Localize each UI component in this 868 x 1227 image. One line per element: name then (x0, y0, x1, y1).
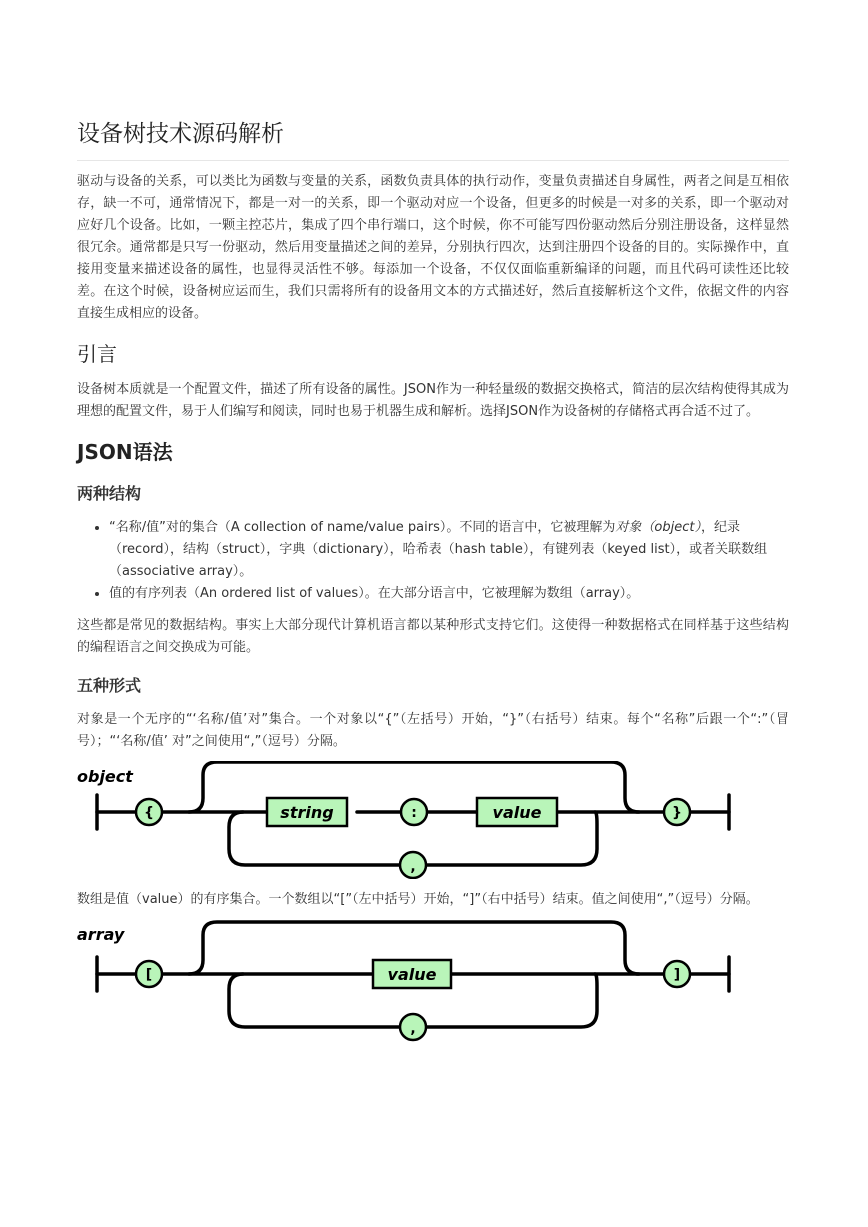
subheading-two-structures: 两种结构 (77, 484, 142, 503)
svg-text::: : (411, 805, 417, 821)
emphasis-object: 对象（object） (615, 520, 701, 535)
object-comma-node (400, 852, 426, 878)
svg-text:,: , (410, 1021, 416, 1037)
svg-text:]: ] (673, 967, 681, 983)
intro-paragraph: 驱动与设备的关系，可以类比为函数与变量的关系，函数负责具体的执行动作，变量负责描述自身属性，两者之间是互相依存，缺一不可，通常情况下，都是一对一的关系，即一个驱动对应一个设备，但更多的时候是一对多的关系，即一个驱动对应好几个设备。比如，一颗主控芯片，集成了四个串行端口，这个时候，你不可能写四份驱动然后分别注册设备，这样显然很冗余。通常都是只写一份驱动，然后用变量描述之间的差异，分别执行四次，达到注册四个设备的目的。实际操作中，直接用变量来描述设备的属性，也显得灵活性不够。每添加一个设备，不仅仅面临重新编译的问题，而且代码可读性还比较差。在这个时候，设备树应运而生，我们只需将所有的设备用文本的方式描述好，然后直接解析这个文件，依据文件的内容直接生成相应的设备。 (77, 174, 789, 321)
intro-section-paragraph: 设备树本质就是一个配置文件，描述了所有设备的属性。JSON作为一种轻量级的数据交换格式，简洁的层次结构使得其成为理想的配置文件，易于人们编写和阅读，同时也易于机器生成和解析。选择JSON作为设备树的存储格式再合适不过了。 (77, 382, 789, 419)
page-title: 设备树技术源码解析 (77, 116, 789, 161)
list-item: • 值的有序列表（An ordered list of values）。在大部分语言中，它被理解为数组（array）。 (109, 583, 789, 605)
object-paragraph: 对象是一个无序的“‘名称/值’对”集合。一个对象以“{”（左括号）开始，“}”（右括号）结束。每个“名称”后跟一个“:”（冒号）；“‘名称/值’ 对”之间使用“,”（逗号）分隔。 (77, 712, 789, 749)
array-close-bracket-node (664, 961, 690, 987)
object-railroad-diagram (77, 761, 789, 879)
object-value-node (477, 798, 557, 826)
array-diagram-label: array (77, 925, 125, 944)
array-open-bracket-node (136, 961, 162, 987)
array-railroad-diagram (77, 919, 789, 1043)
structures-list (77, 517, 789, 605)
svg-text:{: { (144, 805, 154, 821)
svg-text:}: } (672, 805, 682, 821)
array-value-node (373, 960, 451, 988)
svg-text:value: value (492, 803, 542, 822)
section-heading-json: JSON语法 (77, 440, 173, 464)
object-open-brace-node (136, 799, 162, 825)
svg-text:,: , (410, 859, 416, 875)
subheading-five-forms: 五种形式 (77, 676, 142, 695)
array-paragraph: 数组是值（value）的有序集合。一个数组以“[”（左中括号）开始，“]”（右中括号）结束。值之间使用“,”（逗号）分隔。 (77, 892, 759, 907)
svg-text:string: string (280, 803, 334, 822)
list-item: • “名称/值”对的集合（A collection of name/value pairs）。不同的语言中，它被理解为对象（object），纪录（record），结构（struct），字典（dictionary），哈希表（hash table），有键列表（keyed list），或者关联数组 （associative array）。 (109, 517, 789, 583)
svg-text:[: [ (145, 967, 153, 983)
object-string-node (267, 798, 347, 826)
structures-paragraph: 这些都是常见的数据结构。事实上大部分现代计算机语言都以某种形式支持它们。这使得一种数据格式在同样基于这些结构的编程语言之间交换成为可能。 (77, 618, 789, 655)
object-diagram-label: object (77, 767, 133, 786)
array-comma-node (400, 1014, 426, 1040)
svg-text:value: value (387, 965, 437, 984)
document (77, 116, 789, 1043)
section-heading-intro: 引言 (77, 342, 117, 366)
object-close-brace-node (664, 799, 690, 825)
object-colon-node (401, 799, 427, 825)
